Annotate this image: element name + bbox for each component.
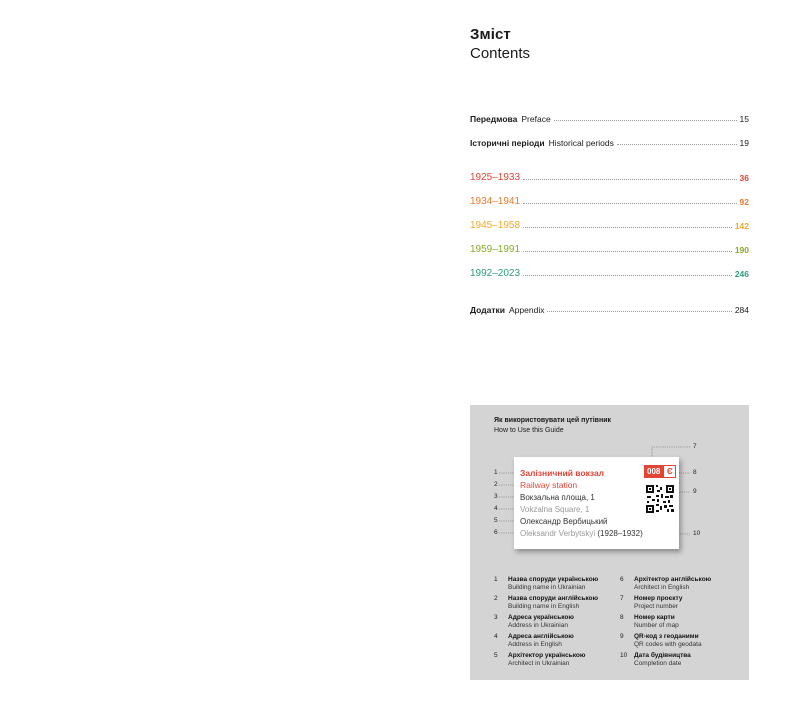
project-badge: [644, 465, 676, 478]
dot-leader: [523, 203, 736, 204]
page-title-ukrainian: Зміст: [470, 26, 511, 43]
dot-leader: [523, 227, 732, 228]
toc-page-number: 142: [734, 221, 749, 231]
toc-label-en: Historical periods: [548, 138, 614, 148]
sample-address-en: Vokzalna Square, 1: [520, 505, 590, 514]
legend-number: 6: [620, 576, 624, 583]
legend-number: 8: [620, 614, 624, 621]
callout-7: 7: [693, 443, 697, 450]
map-icon: Є: [663, 465, 676, 478]
legend-number: 5: [494, 652, 498, 659]
toc-row-period-1[interactable]: [470, 168, 749, 183]
sample-name-uk: Залізничний вокзал: [520, 468, 605, 478]
legend-label-en: Project number: [634, 603, 679, 610]
toc-page-number: 19: [739, 138, 749, 148]
qr-code-icon: [645, 484, 675, 514]
legend-number: 7: [620, 595, 624, 602]
legend-label-en: Completion date: [634, 660, 682, 667]
legend-label-uk: Номер карти: [634, 614, 675, 621]
legend-label-en: Address in English: [508, 641, 562, 648]
legend-label-uk: Назва споруди англійською: [508, 595, 599, 602]
how-to-use-guide-box: [470, 405, 749, 680]
page-title-english: Contents: [470, 45, 531, 62]
callout-3: 3: [494, 493, 498, 500]
toc-page-number: 246: [734, 269, 749, 279]
legend-number: 9: [620, 633, 624, 640]
legend-number: 4: [494, 633, 498, 640]
dot-leader: [523, 275, 732, 276]
callout-10: 10: [693, 530, 701, 537]
toc-row-period-3[interactable]: [470, 216, 749, 231]
legend-label-uk: Адреса англійською: [508, 633, 574, 640]
dot-leader: [617, 144, 737, 145]
toc-period-label: 1925–1933: [470, 172, 521, 183]
callout-9: 9: [693, 488, 697, 495]
toc-page-number: 36: [739, 173, 749, 183]
legend-label-en: Address in Ukrainian: [508, 622, 568, 629]
legend-label-en: Building name in Ukrainian: [508, 584, 586, 591]
legend-label-en: Number of map: [634, 622, 679, 629]
legend-number: 1: [494, 576, 498, 583]
callout-8: 8: [693, 469, 697, 476]
toc-period-label: 1959–1991: [470, 244, 521, 255]
toc-label-en: Appendix: [509, 305, 545, 315]
toc-row-period-5[interactable]: [470, 264, 749, 279]
callout-2: 2: [494, 481, 498, 488]
callout-6: 6: [494, 529, 498, 536]
legend-label-uk: Номер проєкту: [634, 595, 683, 602]
sample-name-en: Railway station: [520, 480, 578, 490]
legend-label-en: Building name in English: [508, 603, 580, 610]
toc-row-preface[interactable]: [470, 110, 749, 124]
legend-label-uk: Назва споруди українською: [508, 576, 599, 583]
sample-entry-card: [514, 457, 679, 549]
callout-5: 5: [494, 517, 498, 524]
dot-leader: [547, 311, 731, 312]
callout-4: 4: [494, 505, 498, 512]
toc-label-uk: Передмова: [470, 114, 518, 124]
sample-years: (1928–1932): [597, 529, 643, 538]
toc-page-number: 190: [734, 245, 749, 255]
toc-row-period-4[interactable]: [470, 240, 749, 255]
legend-label-uk: Дата будівництва: [634, 652, 691, 659]
legend-label-uk: Архітектор англійською: [634, 576, 712, 583]
legend-number: 10: [620, 652, 628, 659]
callout-1: 1: [494, 469, 498, 476]
legend-label-en: QR codes with geodata: [634, 641, 702, 648]
toc-period-label: 1934–1941: [470, 196, 521, 207]
howto-title-english: How to Use this Guide: [494, 427, 564, 434]
toc-page-number: 15: [739, 114, 749, 124]
legend-label-uk: Архітектор українською: [508, 652, 586, 659]
toc-label-en: Preface: [521, 114, 551, 124]
sample-address-uk: Вокзальна площа, 1: [520, 493, 595, 502]
howto-title-ukrainian: Як використовувати цей путівник: [494, 417, 612, 424]
sample-architect-uk: Олександр Вербицький: [520, 517, 608, 526]
toc-label-uk: Додатки: [470, 305, 506, 315]
dot-leader: [523, 251, 732, 252]
legend-number: 2: [494, 595, 498, 602]
dot-leader: [554, 120, 737, 121]
toc-row-period-2[interactable]: [470, 192, 749, 207]
toc-row-appendix[interactable]: [470, 301, 749, 315]
toc-page-number: 284: [734, 305, 749, 315]
project-number: 008: [644, 465, 663, 478]
toc-row-historical-periods[interactable]: [470, 134, 749, 148]
toc-page-number: 92: [739, 197, 749, 207]
dot-leader: [523, 179, 736, 180]
legend-label-en: Architect in English: [634, 584, 690, 591]
toc-period-label: 1945–1958: [470, 220, 521, 231]
sample-architect-en: [520, 529, 643, 538]
legend-label-uk: QR-код з геоданими: [634, 633, 699, 640]
sample-architect-en-name: Oleksandr Verbytskyi: [520, 529, 596, 538]
legend-number: 3: [494, 614, 498, 621]
toc-label-uk: Історичні періоди: [470, 138, 545, 148]
legend-label-uk: Адреса українською: [508, 614, 574, 621]
legend-label-en: Architect in Ukrainian: [508, 660, 570, 667]
toc-period-label: 1992–2023: [470, 268, 521, 279]
